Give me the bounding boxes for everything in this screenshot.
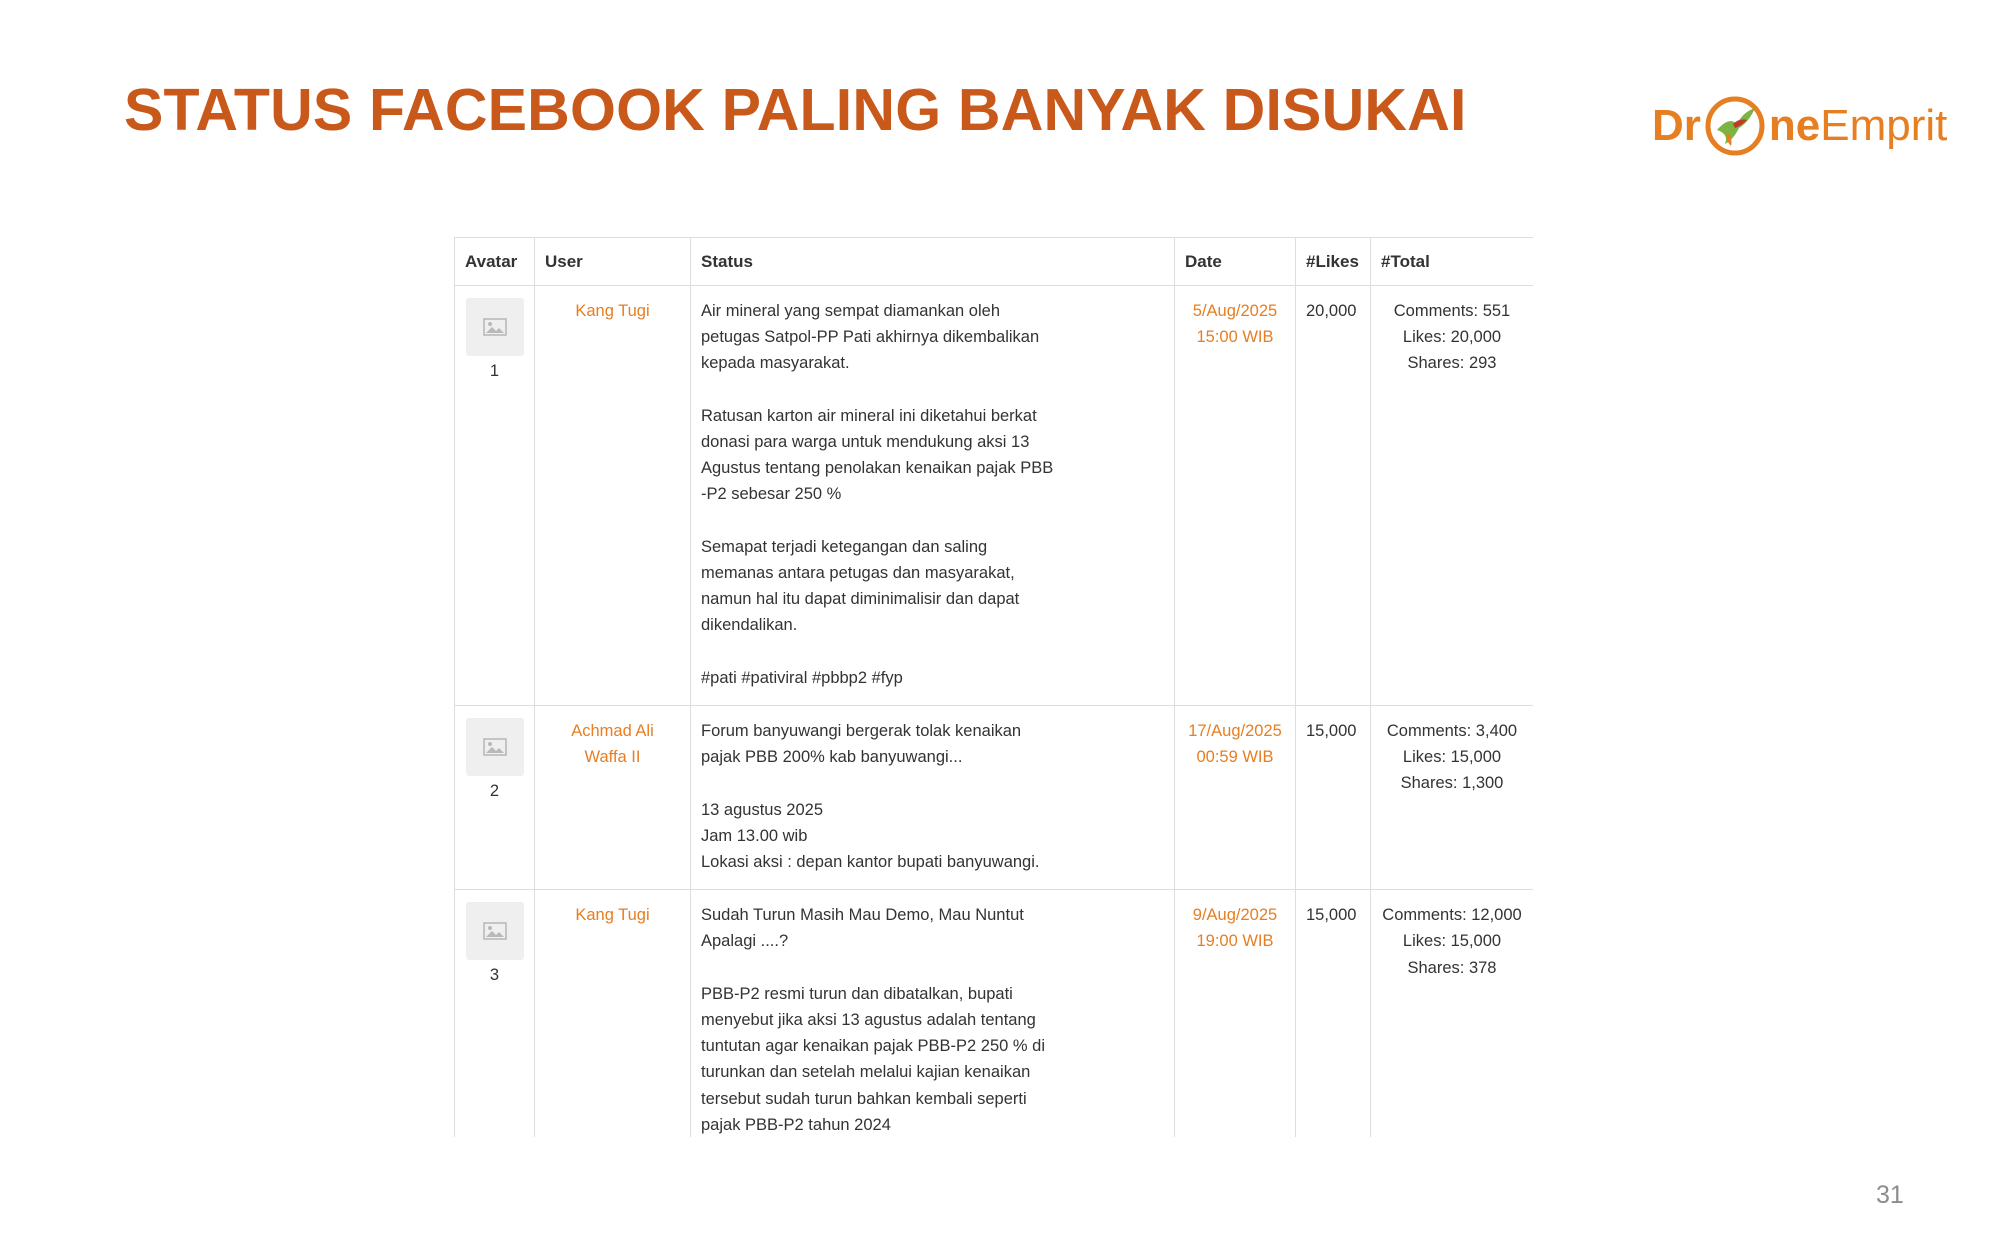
avatar[interactable] (466, 718, 524, 776)
shares-count: Shares: 293 (1407, 354, 1497, 373)
likes-cell: 15,000 (1296, 890, 1371, 1137)
header-avatar[interactable]: Avatar (455, 238, 535, 286)
status-text: Forum banyuwangi bergerak tolak kenaikan pajak PBB 200% kab banyuwangi... 13 agustus 2025 Jam 13.00 wib Lokasi aksi : depan kantor bupati banyuwangi. (701, 722, 1040, 872)
comments-count: Comments: 3,400 (1386, 722, 1518, 741)
status-table (454, 237, 1533, 1137)
image-placeholder-icon (483, 738, 507, 756)
slide-title: STATUS FACEBOOK PALING BANYAK DISUKAI (124, 77, 1467, 143)
drone-emprit-logo (1652, 86, 1947, 166)
avatar[interactable] (466, 298, 524, 356)
header-likes[interactable]: #Likes (1296, 238, 1371, 286)
status-table-container (454, 237, 1533, 1137)
post-time[interactable]: 15:00 WIB (1196, 328, 1274, 347)
comments-count: Comments: 12,000 (1382, 906, 1522, 925)
comments-count: Comments: 551 (1393, 302, 1511, 320)
likes-count: Likes: 15,000 (1402, 748, 1502, 767)
shares-count: Shares: 378 (1407, 958, 1497, 977)
likes-cell: 20,000 (1296, 286, 1371, 706)
date-cell (1175, 706, 1296, 890)
rank-number: 1 (489, 362, 500, 380)
status-cell (691, 890, 1175, 1137)
post-date[interactable]: 5/Aug/2025 (1192, 302, 1278, 320)
logo-text-emprit: Emprit (1820, 101, 1948, 150)
total-cell (1371, 286, 1534, 706)
avatar[interactable] (466, 902, 524, 960)
date-cell (1175, 286, 1296, 706)
status-text: Air mineral yang sempat diamankan oleh petugas Satpol-PP Pati akhirnya dikembalikan kepada masyarakat. Ratusan karton air mineral ini diketahui berkat donasi para warga untuk mendukung aksi 13 Agustus tentang penolakan kenaikan pajak PBB -P2 sebesar 250 % Semapat terjadi ketegangan dan saling memanas antara petugas dan masyarakat, namun hal itu dapat diminimalisir dan dapat dikendalikan. #pati #pativiral #pbbp2 #fyp (701, 302, 1054, 687)
header-total[interactable]: #Total (1371, 238, 1534, 286)
header-user[interactable]: User (535, 238, 691, 286)
user-cell (535, 286, 691, 706)
date-cell (1175, 890, 1296, 1137)
rank-number: 2 (489, 782, 500, 801)
shares-count: Shares: 1,300 (1400, 774, 1504, 793)
user-link[interactable]: Kang Tugi (575, 906, 650, 925)
post-date[interactable]: 9/Aug/2025 (1192, 906, 1278, 925)
table-header-row (455, 238, 1534, 286)
status-cell (691, 286, 1175, 706)
status-text: Sudah Turun Masih Mau Demo, Mau Nuntut Apalagi ....? PBB-P2 resmi turun dan dibatalkan, bupati menyebut jika aksi 13 agustus adalah tentang tuntutan agar kenaikan pajak PBB-P2 250 % di turunkan dan setelah melalui kajian kenaikan tersebut sudah turun bahkan kembali seperti pajak PBB-P2 tahun 2024 (701, 906, 1045, 1134)
user-cell (535, 706, 691, 890)
user-link[interactable]: Achmad Ali Waffa II (571, 722, 654, 767)
image-placeholder-icon (483, 318, 507, 336)
total-cell (1371, 706, 1534, 890)
logo-text-dr: Dr (1652, 101, 1701, 150)
table-row (455, 706, 1534, 890)
likes-count: Likes: 20,000 (1402, 328, 1502, 347)
post-time[interactable]: 19:00 WIB (1196, 932, 1274, 951)
user-link[interactable]: Kang Tugi (575, 302, 650, 320)
logo-text-ne: ne (1768, 101, 1821, 150)
post-date[interactable]: 17/Aug/2025 (1188, 722, 1282, 741)
drone-bird-icon (1703, 94, 1767, 158)
avatar-cell (455, 890, 535, 1137)
header-date[interactable]: Date (1175, 238, 1296, 286)
user-cell (535, 890, 691, 1137)
likes-count: Likes: 15,000 (1402, 932, 1502, 951)
image-placeholder-icon (483, 922, 507, 940)
header-status[interactable]: Status (691, 238, 1175, 286)
rank-number: 3 (489, 966, 500, 985)
table-row (455, 890, 1534, 1137)
post-time[interactable]: 00:59 WIB (1196, 748, 1274, 767)
table-row (455, 286, 1534, 706)
page-number: 31 (1876, 1181, 1904, 1209)
avatar-cell (455, 286, 535, 706)
likes-cell: 15,000 (1296, 706, 1371, 890)
total-cell (1371, 890, 1534, 1137)
avatar-cell (455, 706, 535, 890)
status-cell (691, 706, 1175, 890)
